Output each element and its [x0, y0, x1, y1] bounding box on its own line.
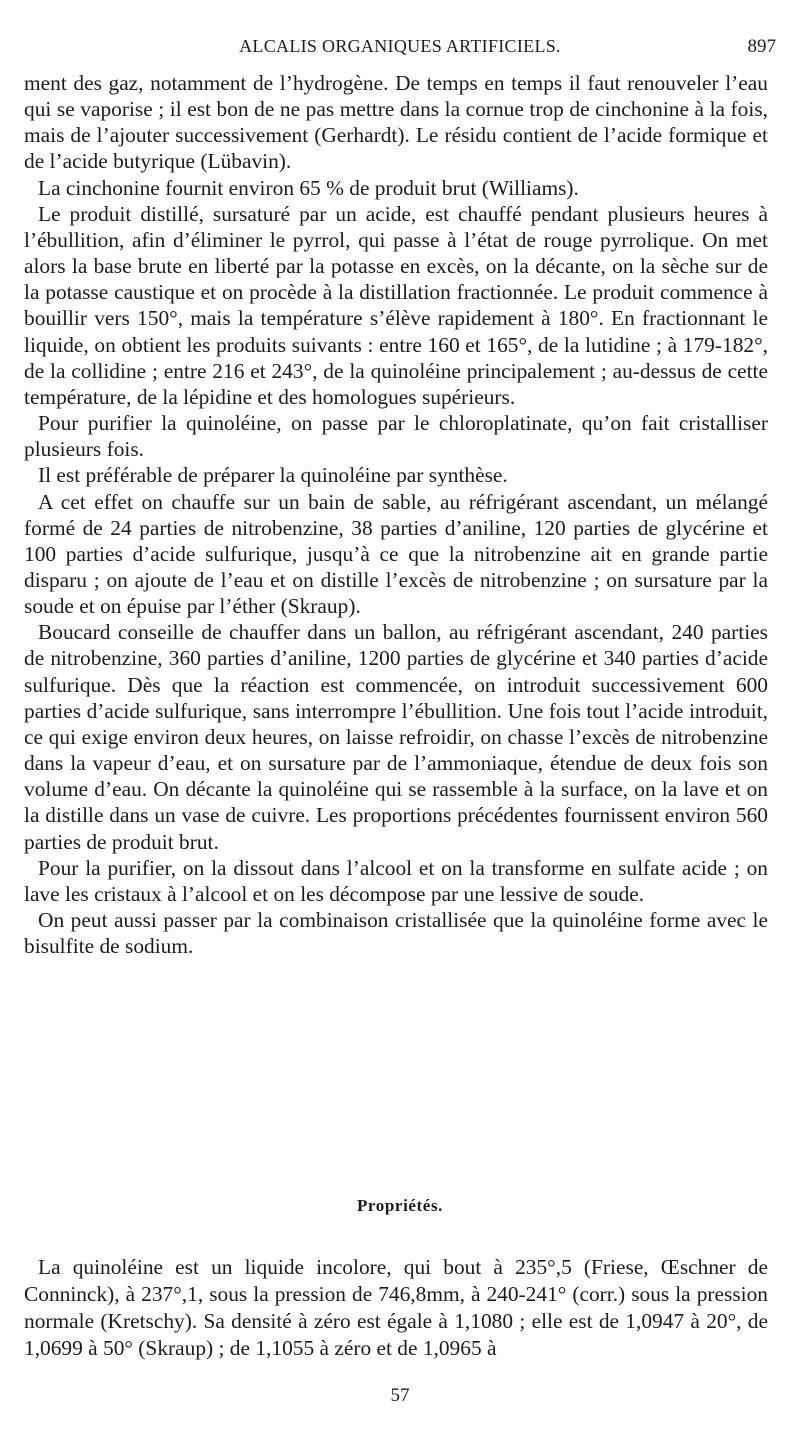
paragraph-8: Pour la purifier, on la dissout dans l’alcool et on la transforme en sulfate acide ; on lave les cristaux à l’alcool et on les décompose par une lessive de soude.: [24, 855, 768, 906]
body-text: [24, 70, 768, 959]
paragraph-7: Boucard conseille de chauffer dans un ballon, au réfrigérant ascendant, 240 parties de nitrobenzine, 360 parties d’aniline, 1200 parties de glycérine et 340 parties d’acide sulfurique. Dès que la réaction est commencée, on introduit successivement 600 parties d’acide sulfurique, sans interrompre l’ébullition. Une fois tout l’acide introduit, ce qui exige environ deux heures, on laisse refroidir, on chasse l’excès de nitrobenzine dans la vapeur d’eau, et on sursature par de l’ammoniaque, étendue de deux fois son volume d’eau. On décante la quinoléine qui se rassemble à la surface, on la lave et on la distille dans un vase de cuivre. Les proportions précédentes fournissent environ 560 parties de produit brut.: [24, 620, 768, 854]
section-heading: Propriétés.: [356, 1196, 444, 1215]
paragraph-properties: La quinoléine est un liquide incolore, qui bout à 235°,5 (Friese, Œschner de Conninck), à 237°,1, sous la pression de 746,8mm, à 240-241° (corr.) sous la pression normale (Kretschy). Sa densité à zéro est égale à 1,1080 ; elle est de 1,0947 à 20°, de 1,0699 à 50° (Skraup) ; de 1,1055 à zéro et de 1,0965 à: [24, 1255, 768, 1360]
properties-text: [24, 1254, 768, 1362]
running-title: ALCALIS ORGANIQUES ARTIFICIELS.: [239, 36, 561, 56]
paragraph-9: On peut aussi passer par la combinaison cristallisée que la quinoléine forme avec le bisulfite de sodium.: [24, 908, 768, 959]
paragraph-1: ment des gaz, notamment de l’hydrogène. De temps en temps il faut renouveler l’eau qui se vaporise ; il est bon de ne pas mettre dans la cornue trop de cinchonine à la fois, mais de l’ajouter successivement (Gerhardt). Le résidu contient de l’acide formique et de l’acide butyrique (Lübavin).: [24, 71, 768, 174]
paragraph-3: Le produit distillé, sursaturé par un acide, est chauffé pendant plusieurs heures à l’ébullition, afin d’éliminer le pyrrol, qui passe à l’état de rouge pyrrolique. On met alors la base brute en liberté par la potasse en excès, on la décante, on la sèche sur de la potasse caustique et on procède à la distillation fractionnée. Le produit commence à bouillir vers 150°, mais la température s’élève rapidement à 180°. En fractionnant le liquide, on obtient les produits suivants : entre 160 et 165°, de la lutidine ; à 179-182°, de la collidine ; entre 216 et 243°, de la quinoléine principalement ; au-dessus de cette température, de la lépidine et des homologues supérieurs.: [24, 201, 768, 409]
paragraph-4: Pour purifier la quinoléine, on passe par le chloroplatinate, qu’on fait cristalliser plusieurs fois.: [24, 411, 768, 462]
paragraph-2: La cinchonine fournit environ 65 % de produit brut (Williams).: [38, 175, 579, 200]
signature-mark: 57: [390, 1385, 410, 1406]
paragraph-5: Il est préférable de préparer la quinoléine par synthèse.: [38, 463, 508, 488]
running-head: [24, 36, 776, 66]
paragraph-6: A cet effet on chauffe sur un bain de sable, au réfrigérant ascendant, un mélangé formé de 24 parties de nitrobenzine, 38 parties d’aniline, 120 parties de glycérine et 100 parties d’acide sulfurique, jusqu’à ce que la nitrobenzine ait en grande partie disparu ; on ajoute de l’eau et on distille l’excès de nitrobenzine ; on sursature par la soude et on épuise par l’éther (Skraup).: [24, 489, 768, 619]
page-number: 897: [747, 36, 776, 57]
